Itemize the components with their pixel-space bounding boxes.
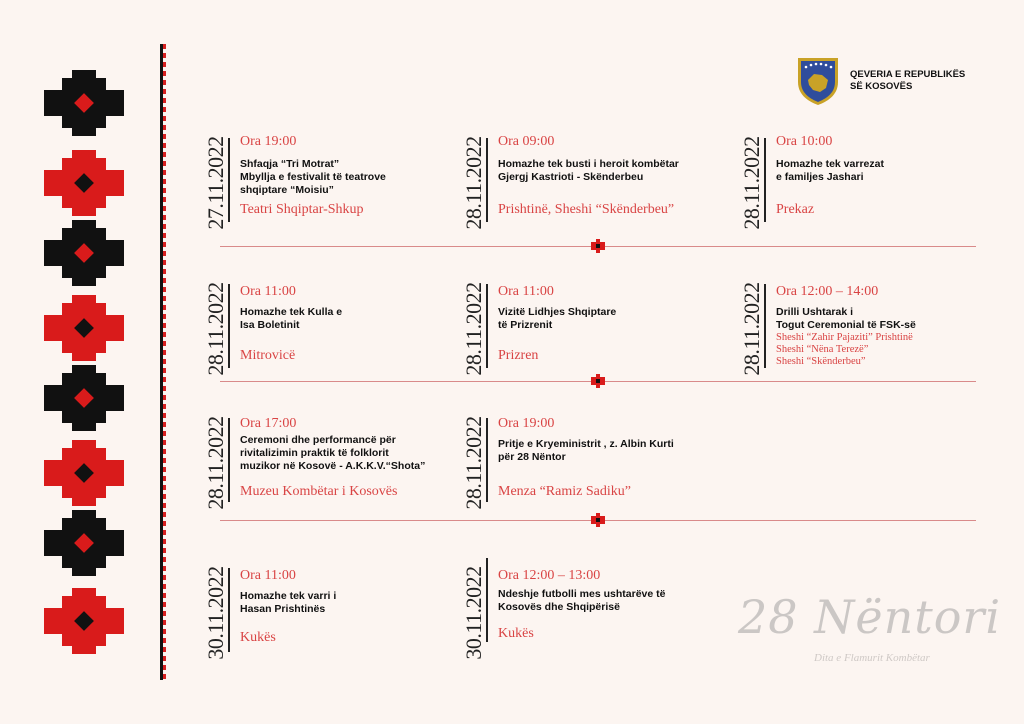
event-location: Prishtinë, Sheshi “Skënderbeu” — [498, 202, 675, 217]
event-divider-line — [486, 284, 488, 368]
agency-line-2: SË KOSOVËS — [850, 81, 913, 92]
event-title: Homazhe tek Kulla e Isa Boletinit — [240, 306, 343, 331]
event-divider-line — [486, 418, 488, 502]
event-divider-line — [228, 138, 230, 222]
event-date: 28.11.2022 — [461, 136, 486, 230]
motif-red-icon — [44, 150, 124, 216]
event-location: Prizren — [498, 348, 539, 363]
vertical-rail — [160, 44, 166, 680]
event-title: Ndeshje futbolli mes ushtarëve të Kosovës dhe Shqipërisë — [498, 588, 666, 613]
event-divider-line — [486, 138, 488, 222]
event-time: Ora 11:00 — [240, 568, 296, 583]
event-title: Drilli Ushtarak i Togut Ceremonial të FSK-së — [776, 306, 916, 331]
event-time: Ora 10:00 — [776, 134, 833, 149]
event-divider-line — [764, 138, 766, 222]
divider-ornament-icon — [591, 239, 605, 253]
event-divider-line — [486, 558, 488, 642]
event-time: Ora 11:00 — [240, 284, 296, 299]
event-time: Ora 19:00 — [498, 416, 555, 431]
event-title: Homazhe tek busti i heroit kombëtar Gjergj Kastrioti - Skënderbeu — [498, 158, 679, 183]
event-divider-line — [228, 568, 230, 652]
event-divider-line — [764, 284, 766, 368]
event-location: Kukës — [498, 626, 534, 641]
event-date: 28.11.2022 — [203, 416, 228, 510]
event-title: Shfaqja “Tri Motrat” Mbyllja e festivalit të teatrove shqiptare “Moisiu” — [240, 158, 386, 196]
event-time: Ora 17:00 — [240, 416, 297, 431]
brand-watermark — [738, 590, 1002, 664]
motif-black-icon — [44, 510, 124, 576]
event-divider-line — [228, 418, 230, 502]
kosovo-coat-of-arms-icon — [796, 56, 840, 106]
brand-title: 28 Nëntori — [738, 590, 1002, 644]
event-date: 30.11.2022 — [461, 566, 486, 660]
event-location: Menza “Ramiz Sadiku” — [498, 484, 631, 499]
event-location: Mitrovicë — [240, 348, 296, 363]
divider-ornament-icon — [591, 513, 605, 527]
agency-line-1: QEVERIA E REPUBLIKËS — [850, 69, 966, 80]
motif-black-icon — [44, 220, 124, 286]
event-date: 28.11.2022 — [739, 136, 764, 230]
event-time: Ora 19:00 — [240, 134, 297, 149]
event-location: Prekaz — [776, 202, 815, 217]
event-date: 27.11.2022 — [203, 136, 228, 230]
motif-red-icon — [44, 588, 124, 654]
event-location: Kukës — [240, 630, 276, 645]
event-sublocations: Sheshi “Zahir Pajaziti” Prishtinë Sheshi “Nëna Terezë” Sheshi “Skënderbeu” — [776, 332, 913, 367]
motif-black-icon — [44, 70, 124, 136]
event-date: 28.11.2022 — [461, 282, 486, 376]
event-title: Pritje e Kryeministrit , z. Albin Kurti për 28 Nëntor — [498, 438, 674, 463]
event-date: 28.11.2022 — [739, 282, 764, 376]
motif-red-icon — [44, 295, 124, 361]
event-time: Ora 11:00 — [498, 284, 554, 299]
event-title: Ceremoni dhe performancë për rivitalizimin praktik të folklorit muzikor në Kosovë - A.K.K.V.“Shota” — [240, 434, 426, 472]
event-date: 28.11.2022 — [203, 282, 228, 376]
divider-ornament-icon — [591, 374, 605, 388]
event-time: Ora 12:00 – 14:00 — [776, 284, 879, 299]
event-date: 28.11.2022 — [461, 416, 486, 510]
event-title: Vizitë Lidhjes Shqiptare të Prizrenit — [498, 306, 617, 331]
event-title: Homazhe tek varri i Hasan Prishtinës — [240, 590, 337, 615]
event-location: Muzeu Kombëtar i Kosovës — [240, 484, 398, 499]
agency-name — [850, 69, 965, 93]
event-location: Teatri Shqiptar-Shkup — [240, 202, 364, 217]
event-divider-line — [228, 284, 230, 368]
event-title: Homazhe tek varrezat e familjes Jashari — [776, 158, 884, 183]
government-header — [796, 56, 965, 106]
event-date: 30.11.2022 — [203, 566, 228, 660]
event-time: Ora 12:00 – 13:00 — [498, 568, 601, 583]
motif-red-icon — [44, 440, 124, 506]
motif-black-icon — [44, 365, 124, 431]
brand-subtitle: Dita e Flamurit Kombëtar — [814, 652, 930, 664]
event-time: Ora 09:00 — [498, 134, 555, 149]
